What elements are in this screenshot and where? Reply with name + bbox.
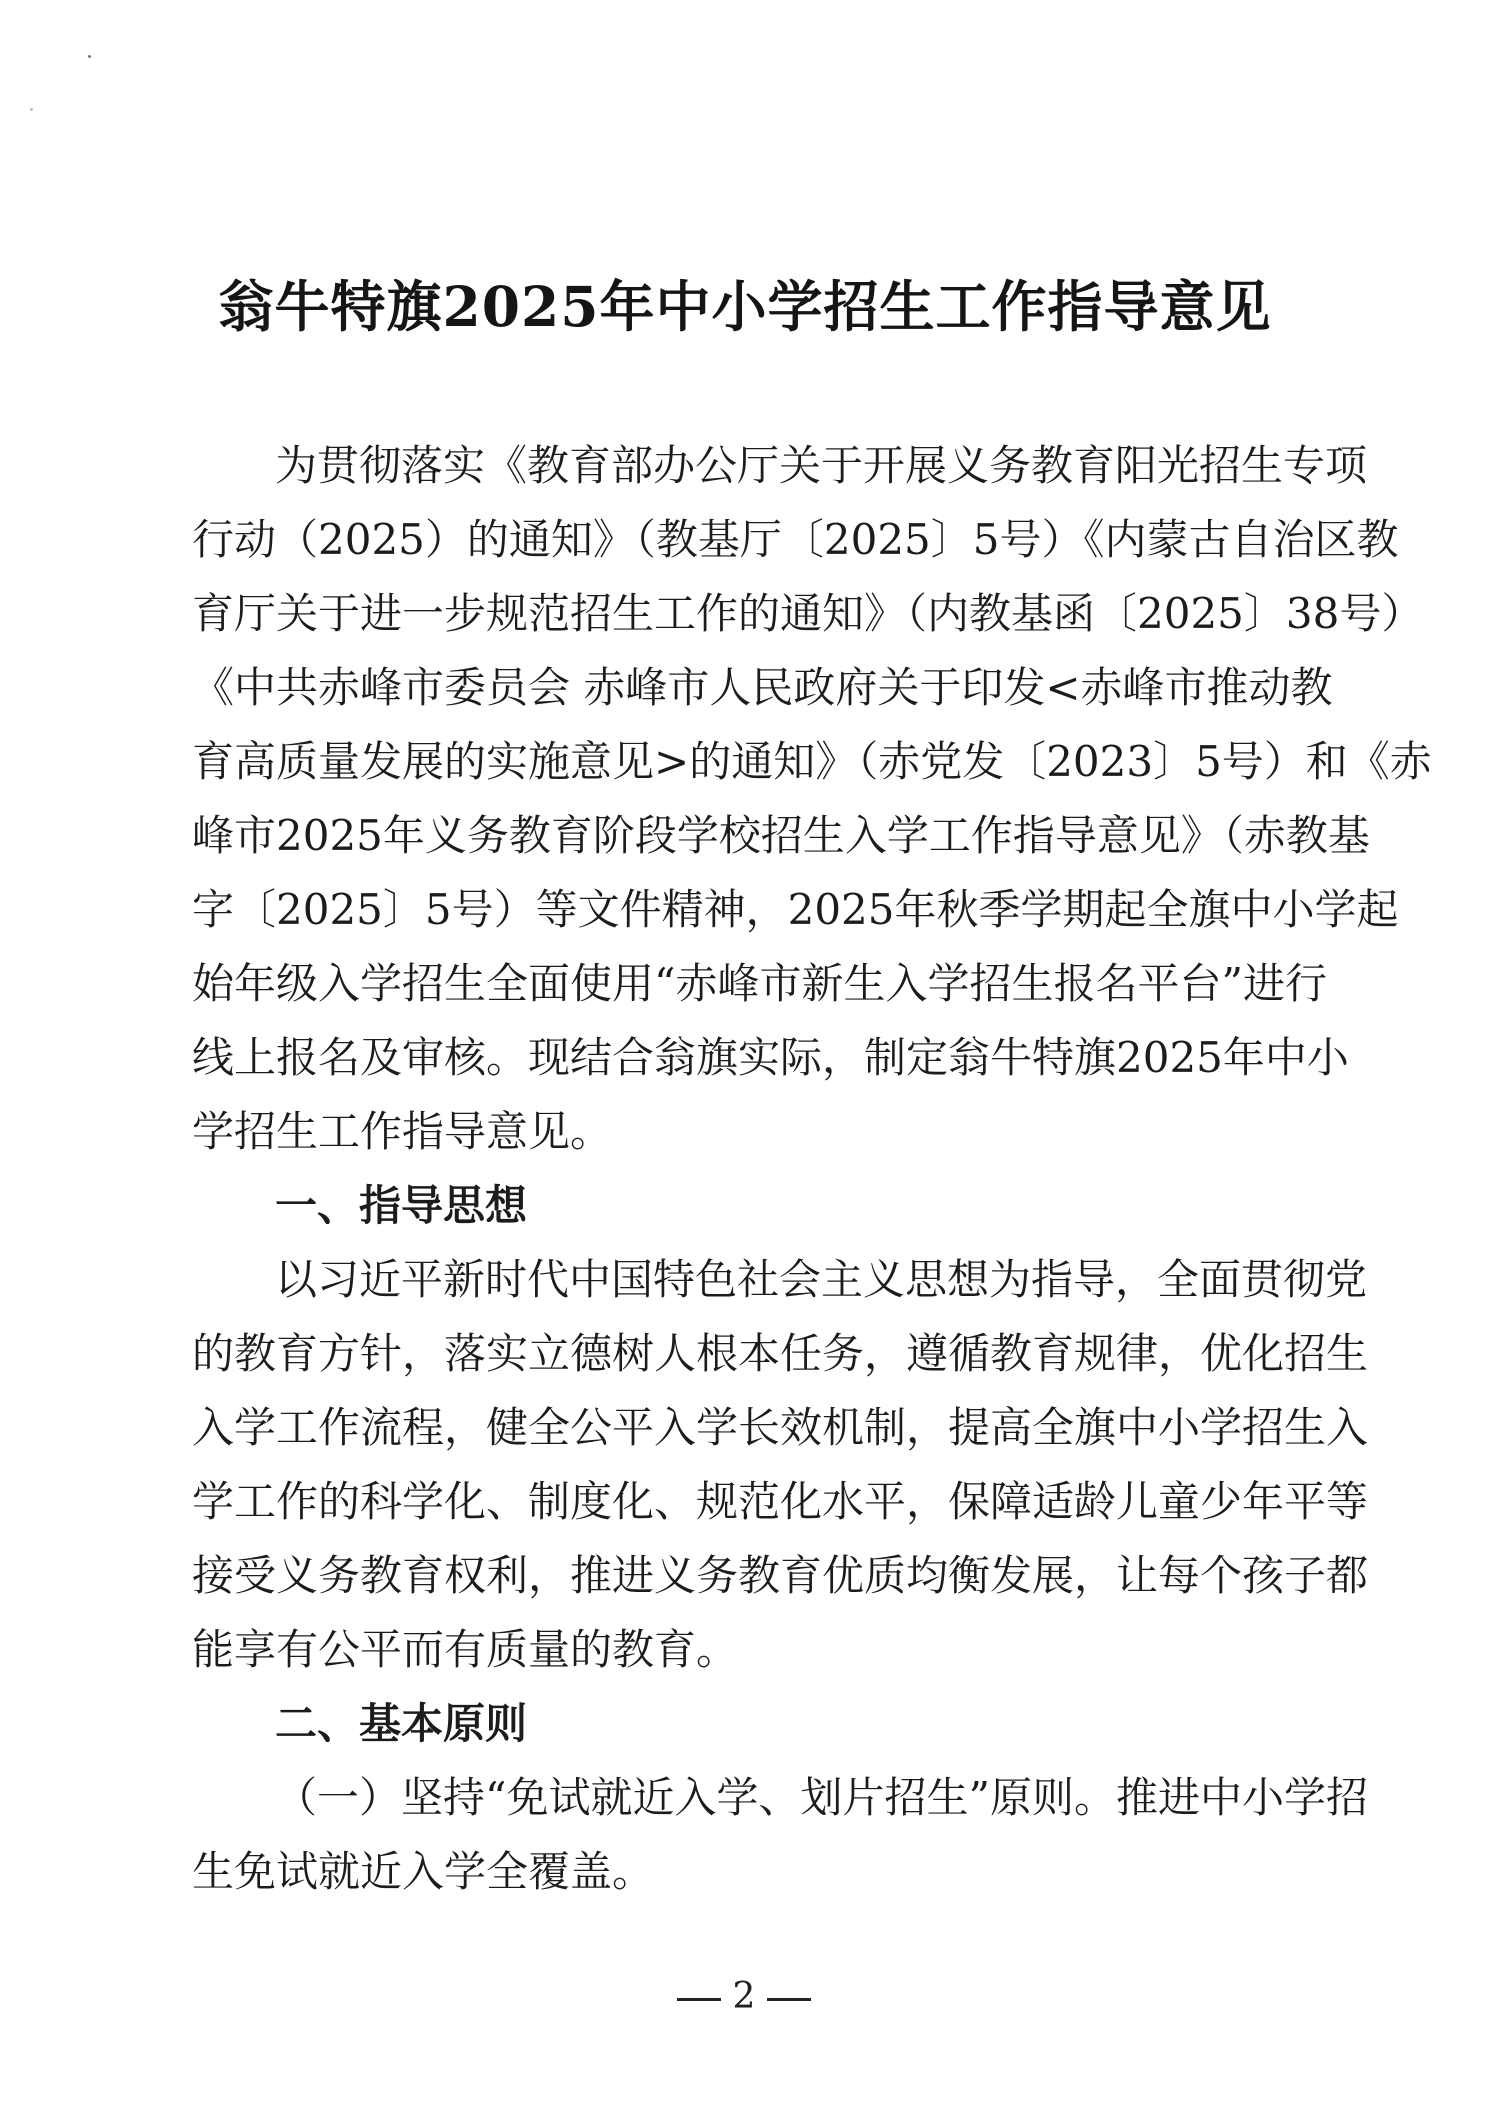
document-title: 翁牛特旗2025年中小学招生工作指导意见 [218, 274, 1272, 339]
paragraph-line: （一）坚持“免试就近入学、划片招生”原则。推进中小学招 [275, 1773, 1368, 1822]
paragraph-line: 学工作的科学化、制度化、规范化水平，保障适龄儿童少年平等 [192, 1477, 1369, 1526]
dash-right [767, 1998, 811, 2001]
paragraph-line: 能享有公平而有质量的教育。 [192, 1625, 739, 1674]
paragraph-line: 峰市2025年义务教育阶段学校招生入学工作指导意见》（赤教基 [192, 811, 1370, 860]
paragraph-line: 字〔2025〕5号）等文件精神，2025年秋季学期起全旗中小学起 [192, 885, 1399, 934]
page-number-value: 2 [732, 1976, 756, 2017]
paragraph-line: 入学工作流程，健全公平入学长效机制，提高全旗中小学招生入 [192, 1403, 1369, 1452]
paragraph-line: 生免试就近入学全覆盖。 [192, 1847, 655, 1896]
paragraph-line: 始年级入学招生全面使用“赤峰市新生入学招生报名平台”进行 [192, 959, 1327, 1008]
paragraph-line: 线上报名及审核。现结合翁旗实际，制定翁牛特旗2025年中小 [192, 1033, 1349, 1082]
paragraph-line: 为贯彻落实《教育部办公厅关于开展义务教育阳光招生专项 [275, 441, 1368, 490]
scan-speck [30, 108, 33, 111]
paragraph-line: 行动（2025）的通知》（教基厅〔2025〕5号）《内蒙古自治区教 [192, 515, 1399, 564]
paragraph-line: 以习近平新时代中国特色社会主义思想为指导，全面贯彻党 [275, 1255, 1368, 1304]
paragraph-line: 《中共赤峰市委员会 赤峰市人民政府关于印发<赤峰市推动教 [192, 663, 1333, 712]
paragraph-line: 接受义务教育权利，推进义务教育优质均衡发展，让每个孩子都 [192, 1551, 1369, 1600]
section-heading-basic-principles: 二、基本原则 [275, 1699, 528, 1748]
scan-speck [88, 55, 91, 58]
section-heading-guiding-ideology: 一、指导思想 [275, 1181, 528, 1230]
dash-left [677, 1998, 721, 2001]
paragraph-line: 育高质量发展的实施意见>的通知》（赤党发〔2023〕5号）和《赤 [192, 737, 1432, 786]
paragraph-line: 学招生工作指导意见。 [192, 1107, 613, 1156]
paragraph-line: 育厅关于进一步规范招生工作的通知》（内教基函〔2025〕38号） [192, 589, 1424, 638]
paragraph-line: 的教育方针，落实立德树人根本任务，遵循教育规律，优化招生 [192, 1329, 1369, 1378]
page-number [0, 1972, 1488, 2022]
